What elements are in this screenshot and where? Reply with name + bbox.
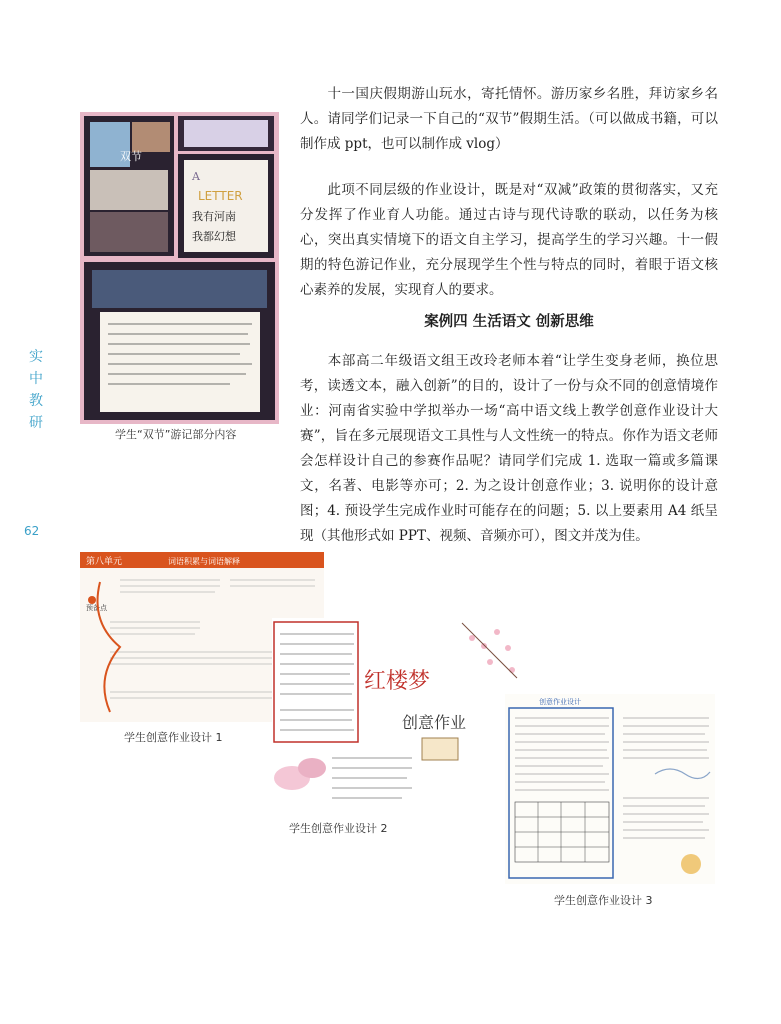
design1-header: 第八单元 (86, 557, 123, 567)
design1-header-sub: 词语积累与词语解释 (168, 557, 240, 566)
card-line-3: 我有河南 (192, 210, 236, 223)
paragraph-1: 十一国庆假期游山玩水，寄托情怀。游历家乡名胜，拜访家乡名人。请同学们记录一下自己的“双节”假期生活。（可以做成书籍，可以制作成 ppt，也可以制作成 vlog） (300, 86, 718, 152)
travel-label: 双节 (120, 150, 142, 163)
sidebar-title (26, 346, 46, 434)
section-heading: 案例四 生活语文 创新思维 (424, 314, 594, 330)
caption-design-2: 学生创意作业设计 2 (289, 822, 388, 835)
card-line-4: 我都幻想 (192, 230, 236, 243)
design1-label: 预备点 (86, 604, 107, 612)
design2-side: 创意作业 (402, 713, 467, 732)
travel-journal-photo (80, 112, 279, 424)
card-line-2: LETTER (198, 189, 243, 203)
page-number: 62 (24, 524, 40, 538)
sidebar-char: 研 (29, 415, 43, 431)
sidebar-char: 教 (29, 393, 43, 409)
design-2-photo (272, 618, 520, 814)
paragraph-2: 此项不同层级的作业设计，既是对“双减”政策的贯彻落实，又充分发挥了作业育人功能。通过古诗与现代诗歌的联动，以任务为核心，突出真实情境下的语文自主学习，提高学生的学习兴趣。十一假期的特色游记作业，充分展现学生个性与特点的同时，着眼于语文核心素养的发展，实现育人的要求。 (300, 182, 718, 298)
card-line-1: A (192, 170, 200, 183)
sidebar-char: 中 (29, 371, 43, 387)
caption-travel: 学生“双节”游记部分内容 (115, 428, 237, 441)
caption-design-3: 学生创意作业设计 3 (554, 894, 653, 907)
design2-title: 红楼梦 (364, 669, 431, 694)
design-3-photo (505, 694, 715, 884)
caption-design-1: 学生创意作业设计 1 (124, 731, 223, 744)
sidebar-char: 实 (29, 349, 43, 365)
paragraph-3: 本部高二年级语文组王改玲老师本着“让学生变身老师，换位思考，读透文本，融入创新”的目的，设计了一份与众不同的创意情境作业：河南省实验中学拟举办一场“高中语文线上教学创意作业设计大赛”，旨在多元展现语文工具性与人文性统一的特点。你作为语文老师会怎样设计自己的参赛作品呢？请同学们完成 1. 选取一篇或多篇课文，名著、电影等亦可；2. 为之设计创意作业；3. 说明你的设计意图；4. 预设学生完成作业时可能存在的问题；5. 以上要素用 A4 纸呈现（其他形式如 PPT、视频、音频亦可），图文并茂为佳。 (300, 353, 718, 544)
design3-title: 创意作业设计 (539, 698, 581, 706)
